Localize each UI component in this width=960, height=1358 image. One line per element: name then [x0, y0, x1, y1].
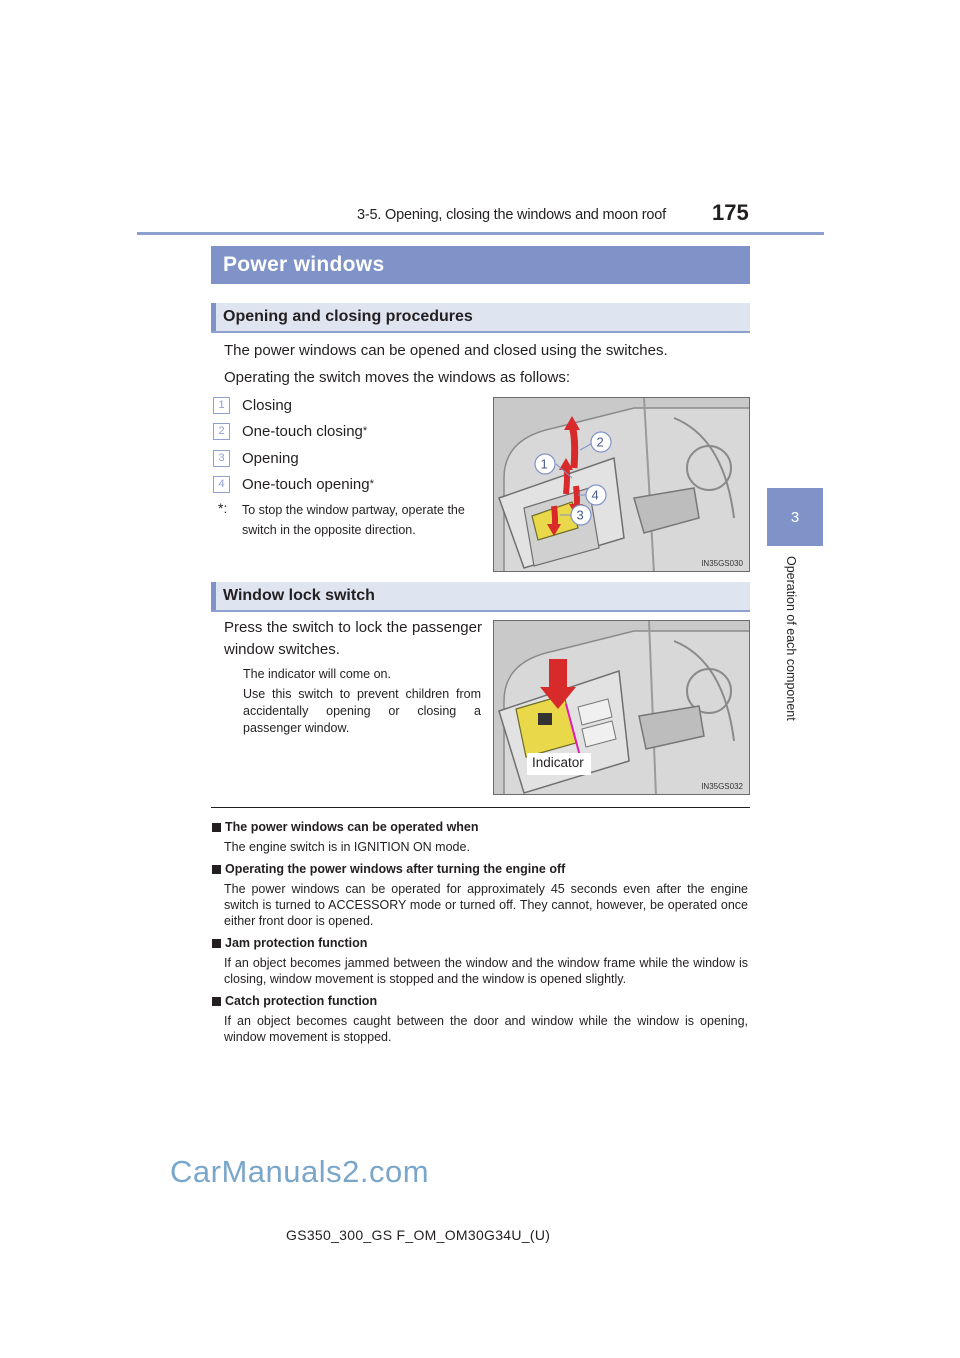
note-title: The power windows can be operated when — [225, 820, 479, 834]
section-heading-opening-closing — [211, 303, 750, 333]
header-section-title: 3-5. Opening, closing the windows and moon roof — [357, 207, 666, 223]
callout-1: 1 — [540, 456, 548, 472]
header-rule — [137, 232, 824, 235]
square-bullet-icon — [212, 865, 221, 874]
number-badge: 4 — [213, 476, 230, 493]
list-item-closing — [213, 395, 292, 415]
note-operated-when — [212, 818, 748, 855]
list-item-label: Closing — [242, 396, 293, 414]
note-jam-protection — [212, 934, 748, 987]
intro-text-2: Operating the switch moves the windows as follows: — [224, 369, 570, 386]
intro-text-1: The power windows can be opened and closed using the switches. — [224, 342, 668, 359]
window-switch-drawing — [494, 398, 750, 572]
list-item-one-touch-closing — [213, 421, 367, 441]
figure-code: IN35GS032 — [701, 782, 743, 791]
list-item-one-touch-opening — [213, 474, 374, 494]
square-bullet-icon — [212, 997, 221, 1006]
number-badge: 3 — [213, 450, 230, 467]
list-item-opening — [213, 448, 299, 468]
asterisk-mark: * — [369, 478, 374, 490]
note-body: The engine switch is in IGNITION ON mode. — [224, 840, 470, 854]
note-title: Catch protection function — [225, 994, 378, 1008]
note-catch-protection — [212, 992, 748, 1045]
chapter-tab[interactable] — [767, 488, 823, 546]
chapter-label-vertical — [780, 556, 804, 756]
section-heading-window-lock — [211, 582, 750, 612]
list-item-label: Opening — [242, 449, 299, 467]
list-item-label: One-touch opening — [242, 475, 370, 493]
callout-2: 2 — [596, 434, 604, 450]
square-bullet-icon — [212, 939, 221, 948]
callout-3: 3 — [576, 507, 584, 523]
note-body: The power windows can be operated for approximately 45 seconds even after the engine switch is turned to ACCESSORY mode or turned off. They cannot, however, be operated once either front door is opened. — [224, 882, 748, 928]
watermark-logo[interactable]: CarManuals2.com — [170, 1154, 430, 1189]
chapter-number: 3 — [790, 508, 800, 526]
footnote — [218, 500, 485, 540]
footer-code: GS350_300_GS F_OM_OM30G34U_(U) — [286, 1227, 551, 1243]
number-badge: 2 — [213, 423, 230, 440]
footnote-text: To stop the window partway, operate the switch in the opposite direction. — [242, 503, 465, 537]
list-item-label: One-touch closing — [242, 422, 363, 440]
figure-code: IN35GS030 — [701, 559, 743, 568]
section-heading-text: Opening and closing procedures — [223, 308, 473, 325]
lock-note-indicator: The indicator will come on. — [243, 667, 391, 681]
page-title-text: Power windows — [223, 253, 385, 276]
callout-4: 4 — [591, 487, 599, 503]
asterisk-mark: * — [362, 425, 368, 437]
note-after-engine-off — [212, 860, 748, 929]
note-body: If an object becomes jammed between the window and the window frame while the window is closing, window movement is stopped and the window is opened slightly. — [224, 956, 748, 986]
page-number: 175 — [712, 200, 749, 225]
window-switch-illustration — [493, 397, 750, 572]
note-title: Jam protection function — [225, 936, 368, 950]
indicator-label: Indicator — [532, 755, 584, 770]
number-badge: 1 — [213, 397, 230, 414]
page-title — [211, 246, 750, 284]
chapter-label: Operation of each component — [784, 556, 798, 721]
note-title: Operating the power windows after turning the engine off — [225, 862, 566, 876]
lock-note-children: Use this switch to prevent children from accidentally opening or closing a passenger window. — [243, 687, 481, 735]
lock-notes — [243, 666, 481, 737]
square-bullet-icon — [212, 823, 221, 832]
footnote-mark: *: — [218, 500, 228, 516]
section-heading-text: Window lock switch — [223, 587, 375, 604]
window-lock-illustration — [493, 620, 750, 795]
lock-instruction: Press the switch to lock the passenger window switches. — [224, 619, 482, 658]
note-body: If an object becomes caught between the door and window while the window is opening, window movement is stopped. — [224, 1014, 748, 1044]
divider-rule — [211, 807, 750, 808]
